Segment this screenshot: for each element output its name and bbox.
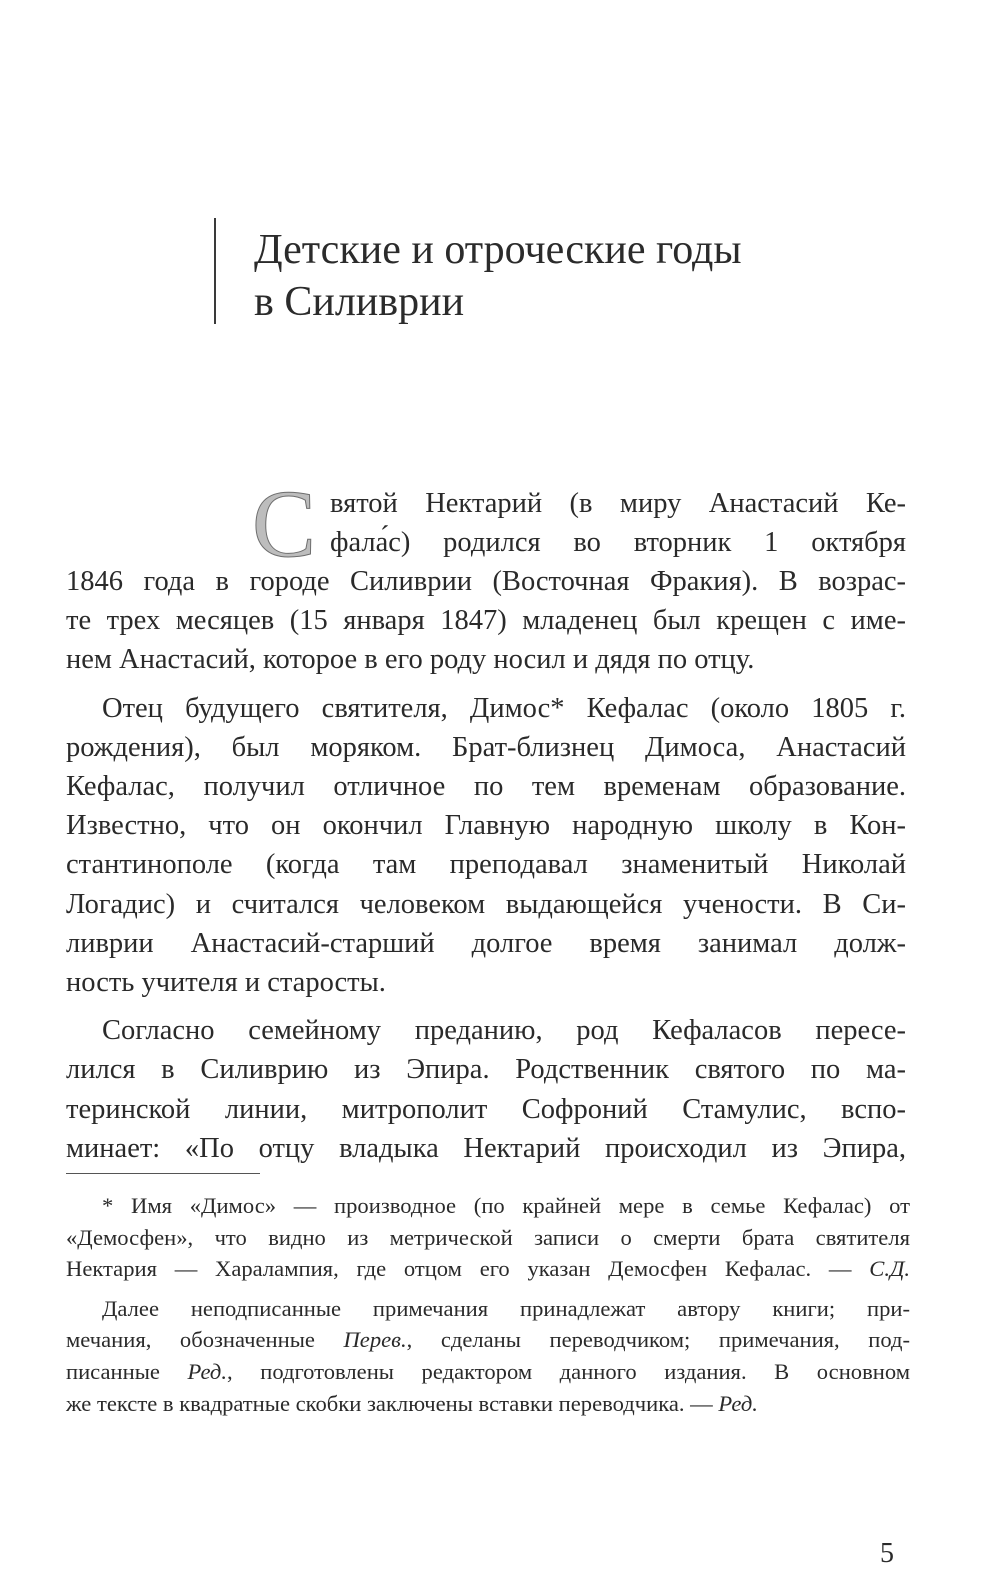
footnotes bbox=[66, 1190, 910, 1419]
drop-cap: С bbox=[252, 470, 317, 577]
footnote-signature: Ред. bbox=[718, 1390, 758, 1416]
abbrev-red: Ред. bbox=[187, 1358, 228, 1384]
paragraph-1-opening bbox=[66, 470, 906, 577]
paragraph-1-rest bbox=[66, 562, 906, 680]
heading-vertical-rule bbox=[214, 218, 216, 324]
footnote-text: же тексте в квадратные скобки заключены вставки переводчика. — bbox=[66, 1390, 719, 1416]
text-line: Кефалас, получил отличное по тем временам образование. bbox=[66, 771, 906, 803]
footnote-text: , подготовлены редактором данного издания. В основном bbox=[227, 1358, 911, 1384]
footnote-2 bbox=[66, 1293, 910, 1419]
text-line: ность учителя и старосты. bbox=[66, 967, 386, 999]
text-line: стантинополе (когда там преподавал знаменитый Николай bbox=[66, 849, 906, 881]
text-line: рождения), был моряком. Брат-близнец Димоса, Анастасий bbox=[66, 731, 906, 763]
text-line: те трех месяцев (15 января 1847) младенец был крещен с име- bbox=[66, 605, 906, 637]
text-line: нем Анастасий, которое в его роду носил и дядя по отцу. bbox=[66, 644, 755, 676]
text-line: 1846 года в городе Силиврии (Восточная Фракия). В возрас- bbox=[66, 566, 906, 597]
abbrev-perev: Перев. bbox=[343, 1327, 407, 1353]
paragraph-3 bbox=[66, 1011, 906, 1168]
footnote-line bbox=[66, 1388, 910, 1420]
text-line: ливрии Анастасий-старший долгое время занимал долж- bbox=[66, 927, 906, 959]
text-line: Согласно семейному преданию, род Кефаласов пересе- bbox=[102, 1015, 906, 1047]
text-line: лился в Силиврию из Эпира. Родственник святого по ма- bbox=[66, 1054, 906, 1086]
footnote-line: Далее неподписанные примечания принадлежат автору книги; при- bbox=[102, 1295, 910, 1321]
text-line: минает: «По отцу владыка Нектарий происходил из Эпира, bbox=[66, 1132, 906, 1164]
paragraph-2 bbox=[66, 689, 906, 1003]
chapter-title-line-1: Детские и отроческие годы bbox=[254, 227, 742, 273]
footnote-text: , сделаны переводчиком; примечания, под- bbox=[406, 1327, 911, 1353]
footnote-1 bbox=[66, 1190, 910, 1285]
page-number: 5 bbox=[880, 1538, 894, 1569]
text-line: фала́с) родился во вторник 1 октября bbox=[330, 527, 906, 558]
footnote-line bbox=[66, 1356, 910, 1388]
footnote-line bbox=[66, 1253, 910, 1285]
footnote-line bbox=[66, 1324, 910, 1356]
footnote-separator bbox=[66, 1173, 260, 1174]
text-line: вятой Нектарий (в миру Анастасий Ке- bbox=[330, 488, 906, 519]
text-line: Логадис) и считался человеком выдающейся учености. В Си- bbox=[66, 888, 906, 920]
footnote-text: Нектария — Харалампия, где отцом его указан Демосфен Кефалас. — bbox=[66, 1256, 870, 1282]
chapter-title-line-2: в Силиврии bbox=[254, 279, 465, 325]
body-text bbox=[66, 470, 906, 1168]
chapter-title bbox=[254, 224, 742, 328]
footnote-signature: С.Д. bbox=[869, 1256, 910, 1282]
text-line: теринской линии, митрополит Софроний Стамулис, вспо- bbox=[66, 1093, 906, 1125]
text-line: Отец будущего святителя, Димос* Кефалас (около 1805 г. bbox=[102, 692, 906, 724]
footnote-text: писанные bbox=[66, 1358, 188, 1384]
footnote-line: «Демосфен», что видно из метрической записи о смерти брата святителя bbox=[66, 1224, 910, 1250]
text-line: Известно, что он окончил Главную народную школу в Кон- bbox=[66, 810, 906, 842]
footnote-line: * Имя «Димос» — производное (по крайней мере в семье Кефалас) от bbox=[102, 1193, 910, 1218]
footnote-text: мечания, обозначенные bbox=[66, 1327, 344, 1353]
